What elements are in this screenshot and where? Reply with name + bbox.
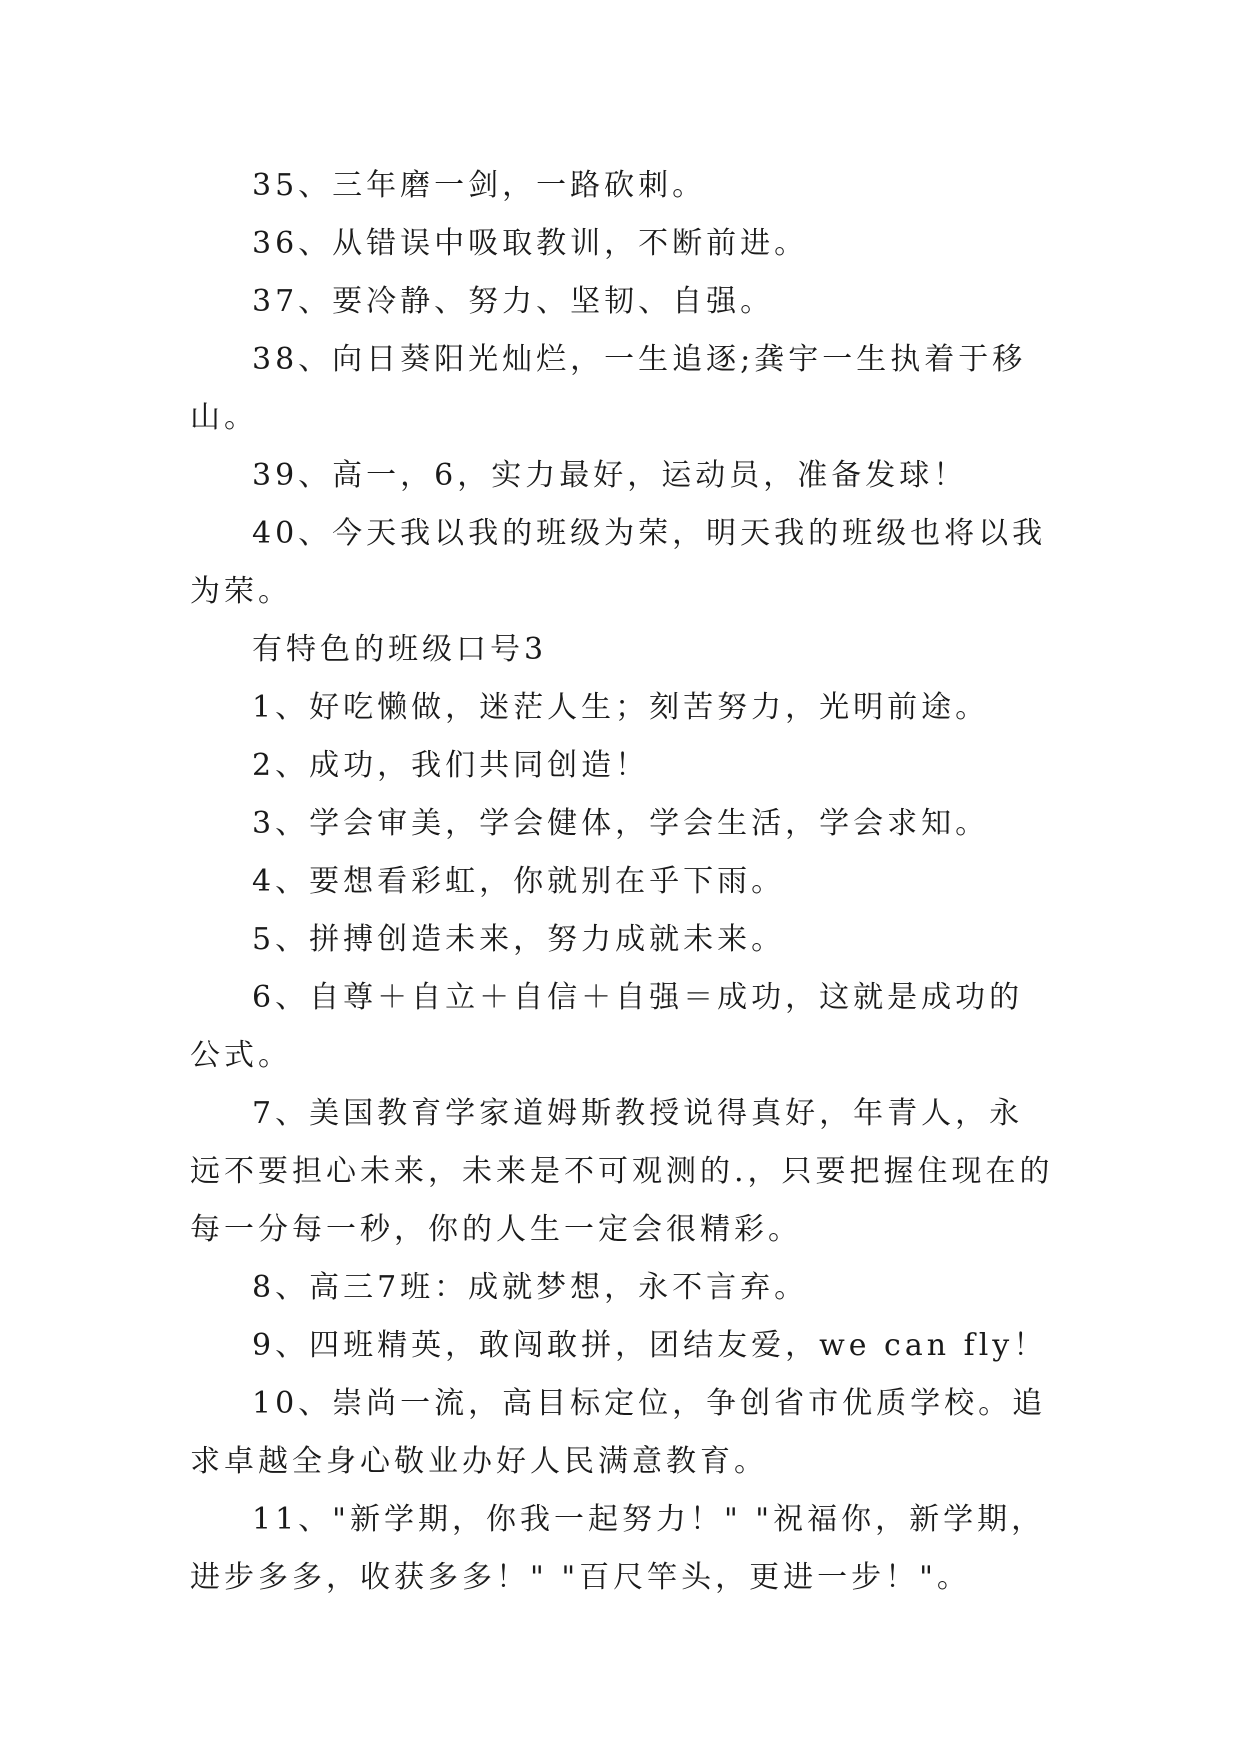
section-heading: 有特色的班级口号3 (252, 632, 548, 667)
slogan-5: 5、拼搏创造未来，努力成就未来。 (252, 922, 786, 957)
slogan-38: 38、向日葵阳光灿烂，一生追逐;龚宇一生执着于移山。 (190, 342, 1027, 435)
slogan-39: 39、高一，6，实力最好，运动员，准备发球！ (252, 458, 968, 493)
slogan-9: 9、四班精英，敢闯敢拼，团结友爱，we can fly！ (252, 1328, 1048, 1363)
slogan-4: 4、要想看彩虹，你就别在乎下雨。 (252, 864, 786, 899)
slogan-40: 40、今天我以我的班级为荣，明天我的班级也将以我为荣。 (190, 516, 1047, 609)
slogan-6: 6、自尊＋自立＋自信＋自强＝成功，这就是成功的公式。 (190, 980, 1024, 1073)
slogan-8: 8、高三7班：成就梦想，永不言弃。 (252, 1270, 809, 1305)
slogan-35: 35、三年磨一剑，一路砍刺。 (252, 168, 707, 203)
slogan-2: 2、成功，我们共同创造！ (252, 748, 650, 783)
slogan-11: 11、"新学期，你我一起努力！" "祝福你，新学期，进步多多，收获多多！" "百尺竿头，更进一步！"。 (190, 1502, 1046, 1595)
slogan-7: 7、美国教育学家道姆斯教授说得真好，年青人，永远不要担心未来，未来是不可观测的.，只要把握住现在的每一分每一秒，你的人生一定会很精彩。 (190, 1096, 1054, 1247)
document-body (190, 157, 1055, 1607)
slogan-10: 10、崇尚一流，高目标定位，争创省市优质学校。追求卓越全身心敬业办好人民满意教育。 (190, 1386, 1047, 1479)
slogan-36: 36、从错误中吸取教训，不断前进。 (252, 226, 809, 261)
slogan-3: 3、学会审美，学会健体，学会生活，学会求知。 (252, 806, 990, 841)
slogan-37: 37、要冷静、努力、坚韧、自强。 (252, 284, 775, 319)
slogan-1: 1、好吃懒做，迷茫人生；刻苦努力，光明前途。 (252, 690, 990, 725)
